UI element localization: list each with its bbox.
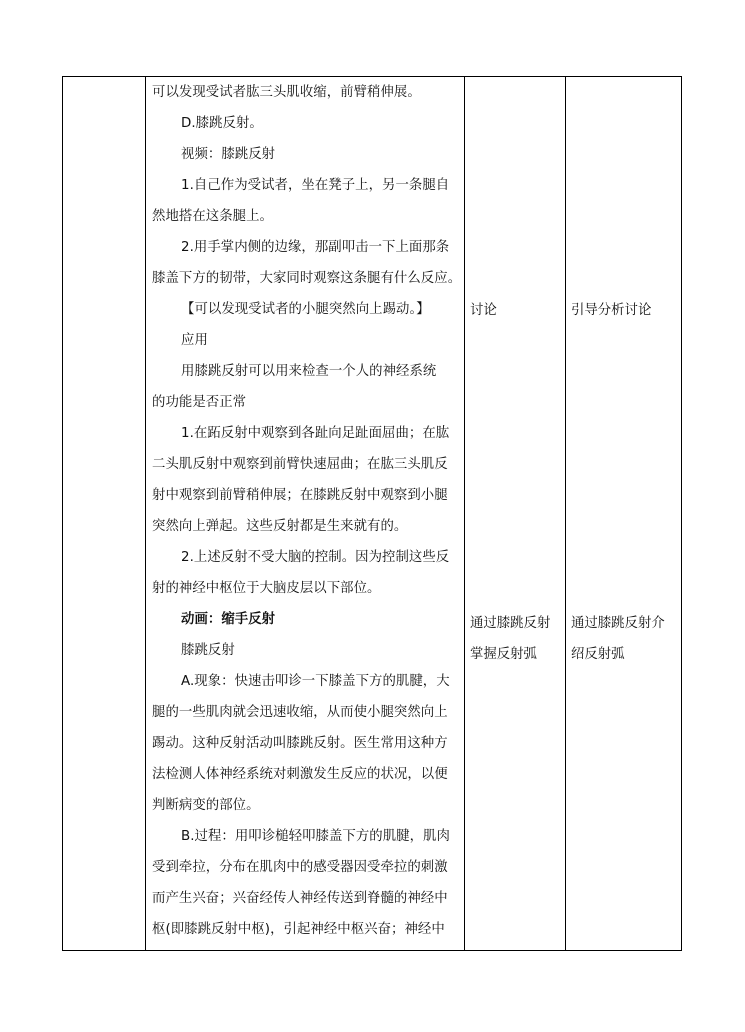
teacher-intro-line2: 绍反射弧 xyxy=(571,647,625,662)
teaching-content-column xyxy=(146,77,464,945)
text-line: 可以发现受试者肱三头肌收缩，前臂稍伸展。 xyxy=(152,85,421,100)
student-activity-knee-line1: 通过膝跳反射 xyxy=(470,616,551,631)
column-divider xyxy=(464,77,465,950)
text-line: 膝盖下方的韧带，大家同时观察这条腿有什么反应。 xyxy=(152,271,462,286)
column-divider xyxy=(565,77,566,950)
text-line: 【可以发现受试者的小腿突然向上踢动。】 xyxy=(181,302,430,317)
text-line: 然地搭在这条腿上。 xyxy=(152,209,273,224)
text-line: 枢(即膝跳反射中枢)，引起神经中枢兴奋；神经中 xyxy=(152,922,445,937)
text-line: 视频：膝跳反射 xyxy=(181,147,276,162)
text-line: 用膝跳反射可以用来检查一个人的神经系统 xyxy=(181,364,437,379)
text-line: 的功能是否正常 xyxy=(152,395,247,410)
text-line: 1.在跖反射中观察到各趾向足趾面屈曲；在肱 xyxy=(181,426,450,441)
text-line: 判断病变的部位。 xyxy=(152,798,260,813)
text-line: D.膝跳反射。 xyxy=(181,116,263,131)
teacher-guide-discussion: 引导分析讨论 xyxy=(571,303,652,318)
text-line: 1.自己作为受试者，坐在凳子上，另一条腿自 xyxy=(181,178,450,193)
text-line: 法检测人体神经系统对刺激发生反应的状况，以便 xyxy=(152,767,448,782)
student-activity-discuss: 讨论 xyxy=(470,303,497,318)
text-line: A.现象：快速击叩诊一下膝盖下方的肌腱，大 xyxy=(181,674,450,689)
text-line: 射的神经中枢位于大脑皮层以下部位。 xyxy=(152,581,381,596)
text-line: B.过程：用叩诊槌轻叩膝盖下方的肌腱，肌肉 xyxy=(181,829,450,844)
text-line: 腿的一些肌肉就会迅速收缩，从而使小腿突然向上 xyxy=(152,705,448,720)
student-activity-knee-line2: 掌握反射弧 xyxy=(470,647,537,662)
teacher-intro-line1: 通过膝跳反射介 xyxy=(571,616,665,631)
text-line: 射中观察到前臂稍伸展；在膝跳反射中观察到小腿 xyxy=(152,488,448,503)
text-line: 2.上述反射不受大脑的控制。因为控制这些反 xyxy=(181,550,450,565)
text-line: 膝跳反射 xyxy=(181,643,235,658)
text-line: 动画：缩手反射 xyxy=(181,612,276,627)
teaching-content-lines xyxy=(152,77,464,945)
text-line: 受到牵拉，分布在肌肉中的感受器因受牵拉的刺激 xyxy=(152,860,448,875)
text-line: 二头肌反射中观察到前臂快速屈曲；在肱三头肌反 xyxy=(152,457,448,472)
text-line: 而产生兴奋；兴奋经传人神经传送到脊髓的神经中 xyxy=(152,891,448,906)
text-line: 2.用手掌内侧的边缘，那副叩击一下上面那条 xyxy=(181,240,450,255)
text-line: 应用 xyxy=(181,333,208,348)
text-line: 踢动。这种反射活动叫膝跳反射。医生常用这种方 xyxy=(152,736,448,751)
lesson-table xyxy=(62,76,682,951)
text-line: 突然向上弹起。这些反射都是生来就有的。 xyxy=(152,519,408,534)
